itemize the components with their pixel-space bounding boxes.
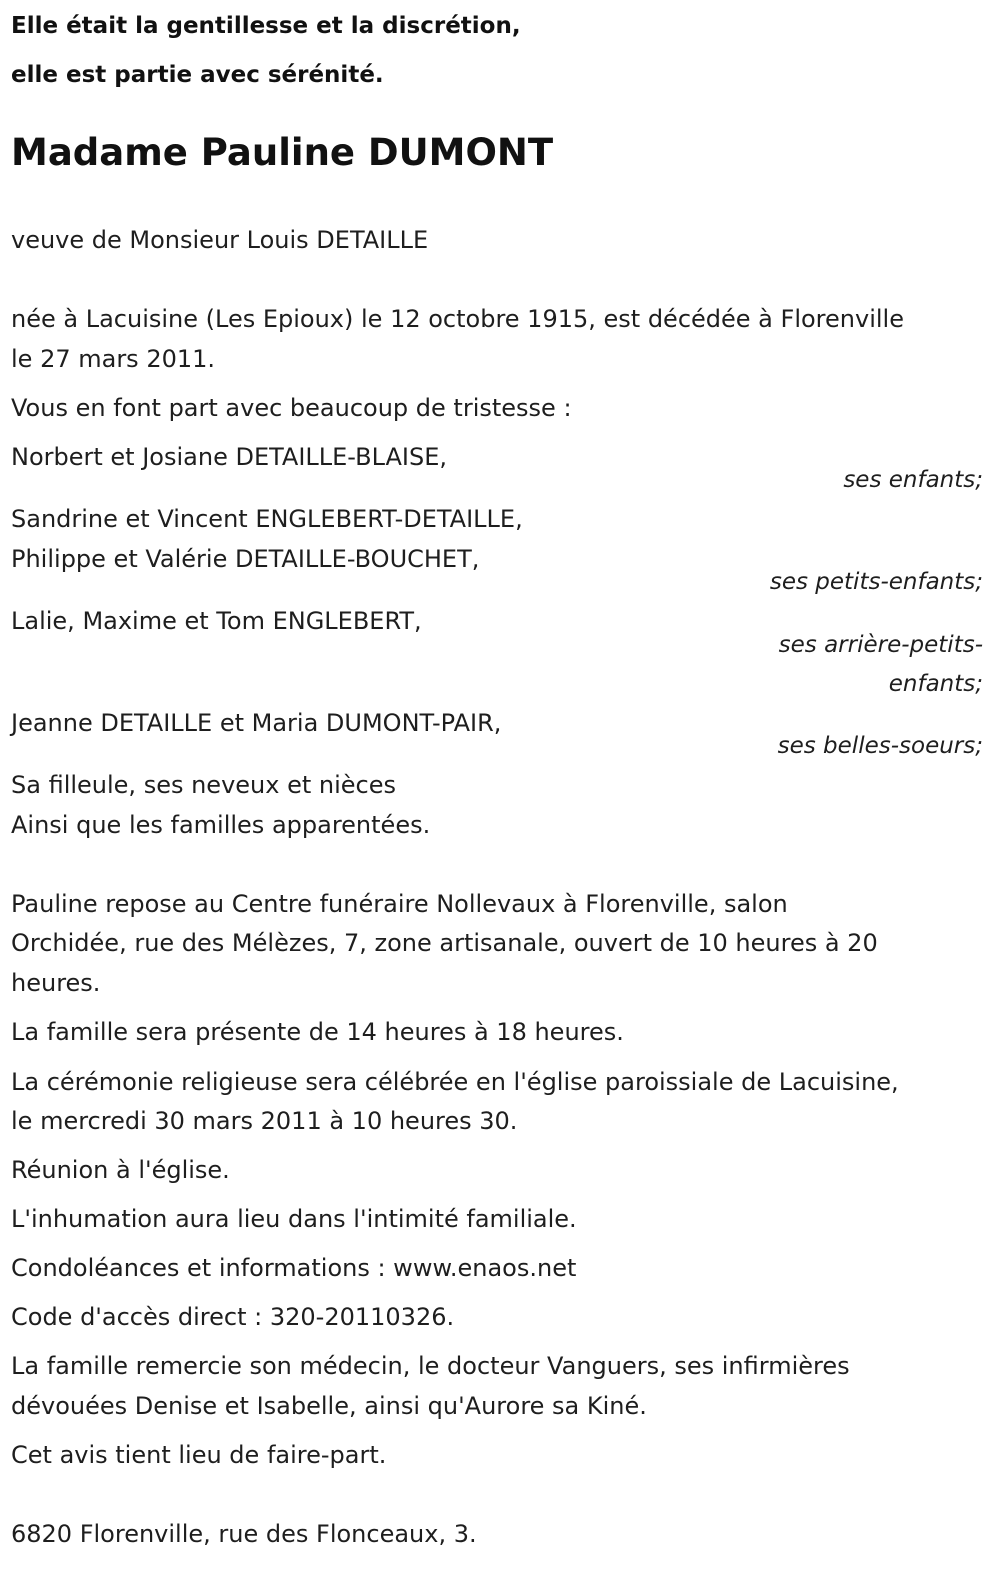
- children-names: Norbert et Josiane DETAILLE-BLAISE,: [11, 443, 448, 471]
- great-grandchildren-relation-1: ses arrière-petits-: [778, 632, 983, 658]
- children-relation: ses enfants;: [843, 467, 983, 493]
- grandchildren-relation: ses petits-enfants;: [769, 569, 983, 595]
- great-grandchildren-relation-2: enfants;: [888, 671, 983, 697]
- family-presence: La famille sera présente de 14 heures à 18 heures.: [11, 1018, 624, 1046]
- meeting-info: Réunion à l'église.: [11, 1156, 230, 1184]
- sisters-in-law-relation: ses belles-soeurs;: [777, 733, 983, 759]
- burial-info: L'inhumation aura lieu dans l'intimité familiale.: [11, 1205, 577, 1233]
- rest-place-line-3: heures.: [11, 969, 101, 997]
- rest-place-line-2: Orchidée, rue des Mélèzes, 7, zone artisanale, ouvert de 10 heures à 20: [11, 929, 878, 957]
- thanks-line-1: La famille remercie son médecin, le docteur Vanguers, ses infirmières: [11, 1352, 850, 1380]
- death-notice: [11, 0, 983, 1584]
- family-address: 6820 Florenville, rue des Flonceaux, 3.: [11, 1520, 477, 1548]
- grandchildren-names-2: Philippe et Valérie DETAILLE-BOUCHET,: [11, 545, 480, 573]
- others-line-1: Sa filleule, ses neveux et nièces: [11, 771, 396, 799]
- ceremony-line-2: le mercredi 30 mars 2011 à 10 heures 30.: [11, 1107, 518, 1135]
- sisters-in-law-names: Jeanne DETAILLE et Maria DUMONT-PAIR,: [11, 709, 502, 737]
- condolences-info: Condoléances et informations : www.enaos.net: [11, 1254, 577, 1282]
- access-code: Code d'accès direct : 320-20110326.: [11, 1303, 455, 1331]
- epitaph-line-2: elle est partie avec sérénité.: [11, 62, 384, 88]
- birth-death-line-2: le 27 mars 2011.: [11, 345, 216, 373]
- notice-statement: Cet avis tient lieu de faire-part.: [11, 1441, 387, 1469]
- rest-place-line-1: Pauline repose au Centre funéraire Nollevaux à Florenville, salon: [11, 890, 788, 918]
- birth-death-line-1: née à Lacuisine (Les Epioux) le 12 octobre 1915, est décédée à Florenville: [11, 305, 904, 333]
- announcement-intro: Vous en font part avec beaucoup de tristesse :: [11, 394, 572, 422]
- ceremony-line-1: La cérémonie religieuse sera célébrée en l'église paroissiale de Lacuisine,: [11, 1068, 899, 1096]
- thanks-line-2: dévouées Denise et Isabelle, ainsi qu'Aurore sa Kiné.: [11, 1392, 647, 1420]
- epitaph-line-1: Elle était la gentillesse et la discrétion,: [11, 13, 521, 39]
- deceased-name: Madame Pauline DUMONT: [11, 131, 554, 174]
- others-line-2: Ainsi que les familles apparentées.: [11, 811, 431, 839]
- great-grandchildren-names: Lalie, Maxime et Tom ENGLEBERT,: [11, 607, 422, 635]
- grandchildren-names-1: Sandrine et Vincent ENGLEBERT-DETAILLE,: [11, 505, 523, 533]
- widow-of: veuve de Monsieur Louis DETAILLE: [11, 226, 429, 254]
